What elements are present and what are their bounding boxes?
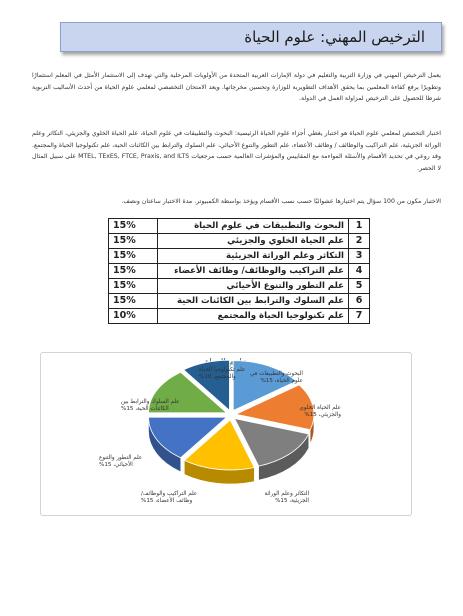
table-cell-number: 1 [349,219,370,234]
table-cell-number: 6 [349,294,370,309]
exam-sections-table [108,218,370,324]
page-title-text: الترخيص المهني: علوم الحياة [244,28,425,46]
table-cell-percent: 15% [109,249,158,264]
table-cell-section: علم السلوك والترابط بين الكائنات الحية [158,294,349,309]
table-row [109,309,370,324]
table-cell-number: 2 [349,234,370,249]
pie-slice-label-line: الكائنات الحية، 15% [121,406,169,412]
pie-slice-label-line: الأحيائي، 15% [99,462,133,468]
pie-slice-label-line: وظائف الأعضاء، 15% [141,498,193,504]
pie-slice-label [299,405,341,418]
pie-slice-label-line: علم التطور والتنوع [99,455,143,461]
pie-slice-label-line: علوم الحياة، 15% [260,378,303,384]
table-cell-number: 4 [349,264,370,279]
table-cell-percent: 15% [109,279,158,294]
pie-slice-label-line: علم السلوك والترابط بين [121,399,180,405]
pie-slice-label [99,455,142,468]
table-cell-section: علم الحياة الخلوي والجزيئي [158,234,349,249]
table-row [109,234,370,249]
table-cell-percent: 15% [109,294,158,309]
table-cell-number: 7 [349,309,370,324]
exam-note-paragraph: الاختبار مكون من 100 سؤال يتم اختيارها عشوائيًا حسب نسب الأقسام ويؤخذ بواسطة الكمبيوتر. مدة الاختبار ساعتان ونصف. [121,198,441,205]
pie-chart [41,353,411,515]
pie-slice-label-line: البحوث والتطبيقات في [249,371,303,377]
table-row [109,219,370,234]
pie-slice-label-line: علم تكنولوجيا الحياة [199,367,246,373]
table-cell-section: التكاثر وعلم الوراثة الجزيئية [158,249,349,264]
table-row [109,249,370,264]
table-row [109,279,370,294]
table-row [109,264,370,279]
intro-paragraph: يعمل الترخيص المهني في وزارة التربية والتعليم في دولة الإمارات العربية المتحدة من الأولويات المرحلية والتي تهدف إلى الاستثمار الأمثل في المعلم استثمارًا وتطويرًا يرفع كفاءة المعلمين بما يحقق الأهداف التطويرية للوزارة وتحسين مخرجاتها. ويعد الامتحان التخصصي لمعلمي علوم الحياة من أحدث الأساليب التربوية شرطا للحصول على الترخيص لمزاولة العمل في الدولة. [32,72,441,102]
table-cell-section: علم تكنولوجيا الحياة والمجتمع [158,309,349,324]
pie-slice-label-line: والجزيئي، 15% [304,412,341,418]
pie-slice-label-line: التكاثر وعلم الوراثة [264,491,309,497]
table-cell-number: 3 [349,249,370,264]
table-cell-percent: 10% [109,309,158,324]
page-title [60,22,442,52]
table-cell-percent: 15% [109,234,158,249]
pie-slice-label-line: علم الحياة الخلوي [299,405,341,411]
table-cell-percent: 15% [109,219,158,234]
pie-chart-container [40,352,412,516]
table-cell-number: 5 [349,279,370,294]
pie-slice-label [141,490,197,504]
table-row [109,294,370,309]
pie-slice-label [264,490,309,504]
description-paragraph: اختبار التخصص لمعلمي علوم الحياة هو اختبار يغطي أجزاء علوم الحياة الرئيسية: البحوث والتطبيقات في علوم الحياة، علم الحياة الخلوي والجزيئي، التكاثر وعلم الوراثة الجزيئية، علم التراكيب والوظائف / وظائف الأعضاء، علم التطور والتنوع الأحيائي، علم السلوك والترابط بين الكائنات الحية، علم تكنولوجيا الحياة والمجتمع. وقد روعي في تحديد الأقسام والأسئلة المواءمة مع المقاييس والمؤشرات العالمية حسب مرجعيات MTEL, TExES, FTCE, Praxis, and ILTS على سبيل المثال لا الحصر. [32,130,441,172]
table-cell-section: علم التطور والتنوع الأحيائي [158,279,349,294]
pie-slice-label-line: علم التراكيب والوظائف/ [141,491,198,497]
table-cell-section: البحوث والتطبيقات في علوم الحياة [158,219,349,234]
pie-slice-label-line: الجزيئية، 15% [275,498,309,504]
pie-slice-label-line: والمجتمع، 10% [199,374,236,380]
table-cell-section: علم التراكيب والوظائف/ وظائف الأعضاء [158,264,349,279]
table-cell-percent: 15% [109,264,158,279]
